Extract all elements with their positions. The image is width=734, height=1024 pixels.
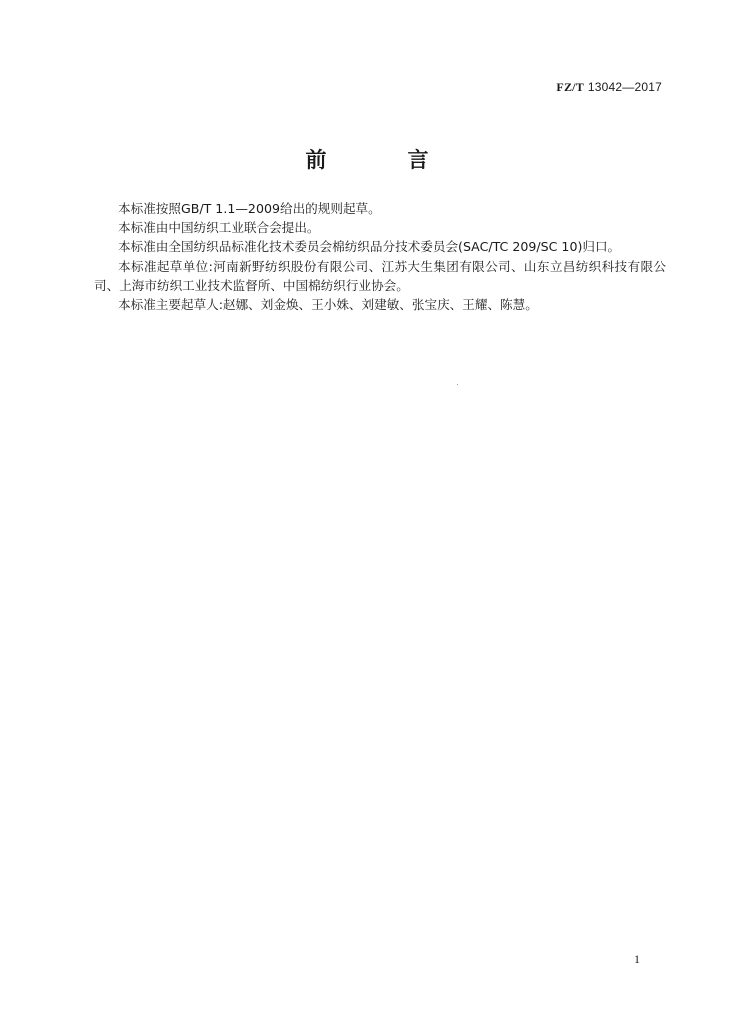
page-number: 1: [634, 952, 640, 966]
page-title: 前 言: [305, 148, 459, 172]
paragraph-drafting-rules: 本标准按照GB/T 1.1—2009给出的规则起草。: [118, 201, 381, 216]
paragraph-drafters: 本标准主要起草人:赵娜、刘金焕、王小姝、刘建敏、张宝庆、王耀、陈慧。: [118, 297, 538, 313]
paragraph-centralized-by: 本标准由全国纺织品标准化技术委员会棉纺织品分技术委员会(SAC/TC 209/SC 10)归口。: [118, 239, 621, 255]
standard-code-prefix: FZ/T: [556, 80, 584, 94]
scan-speck: [457, 384, 458, 385]
standard-code-number: 13042—2017: [587, 80, 662, 94]
foreword-body: [94, 199, 666, 314]
paragraph-drafting-units: 本标准起草单位:河南新野纺织股份有限公司、江苏大生集团有限公司、山东立昌纺织科技有限公司、上海市纺织工业技术监督所、中国棉纺织行业协会。: [94, 258, 666, 293]
paragraph-proposed-by: 本标准由中国纺织工业联合会提出。: [118, 220, 320, 236]
standard-code: [556, 80, 662, 95]
